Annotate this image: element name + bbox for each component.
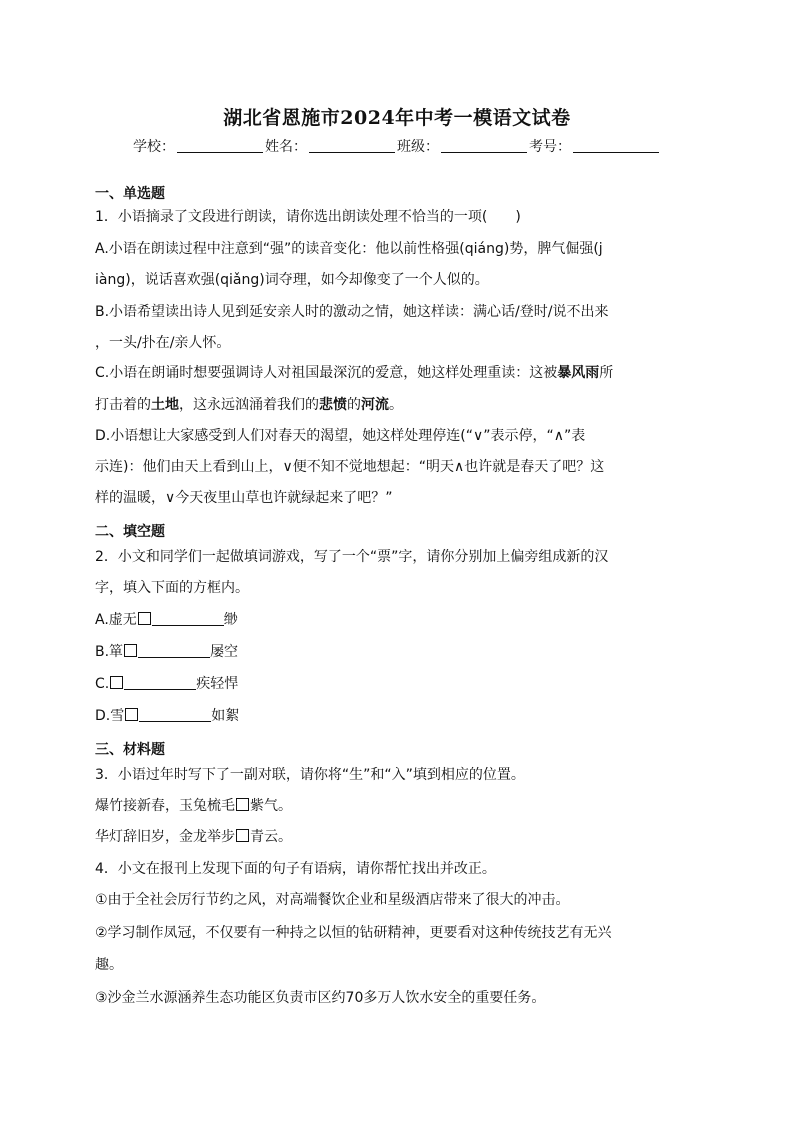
q2-b-box[interactable] xyxy=(124,644,137,657)
q2-a-box[interactable] xyxy=(138,612,151,625)
number-label: 考号： xyxy=(529,139,571,155)
q1-option-d-line1: D.小语想让大家感受到人们对春天的渴望，她这样处理停连(“∨”表示停，“∧”表 xyxy=(95,428,586,444)
page-title: 湖北省恩施市2024年中考一模语文试卷 xyxy=(223,107,571,129)
q1-c-stress-1: 暴风雨 xyxy=(557,365,600,381)
q2-a-suffix: 缈 xyxy=(223,612,238,628)
q2-a-blank[interactable] xyxy=(152,611,224,626)
q1-c2-text-a: 打击着的 xyxy=(95,397,151,413)
q1-option-d-line2: 示连)：他们由天上看到山上，∨便不知不觉地想起：“明天∧也许就是春天了吧？这 xyxy=(95,459,605,475)
q2-c-blank[interactable] xyxy=(124,675,196,690)
q1-c-stress-4: 河流 xyxy=(361,397,389,413)
section-heading-material: 三、材料题 xyxy=(95,742,165,758)
q1-c-text: C.小语在朗诵时想要强调诗人对祖国最深沉的爱意，她这样处理重读：这被 xyxy=(95,365,558,381)
q3-l1-prefix: 爆竹接新春，玉兔梳毛 xyxy=(95,798,235,814)
q2-d-box[interactable] xyxy=(125,708,138,721)
q2-option-b xyxy=(95,641,238,661)
q1-c-text-end: 所 xyxy=(599,365,614,381)
student-info-line xyxy=(0,136,794,156)
q2-d-blank[interactable] xyxy=(139,707,211,722)
q2-b-blank[interactable] xyxy=(138,643,210,658)
question-1-stem: 1．小语摘录了文段进行朗读，请你选出朗读处理不恰当的一项( ) xyxy=(95,209,521,225)
number-blank[interactable] xyxy=(573,138,659,153)
q3-couplet-line2 xyxy=(95,826,292,846)
q4-sentence-3: ③沙金兰水源涵养生态功能区负责市区约70多万人饮水安全的重要任务。 xyxy=(95,990,546,1006)
q4-sentence-1: ①由于全社会厉行节约之风，对高端餐饮企业和星级酒店带来了很大的冲击。 xyxy=(95,892,570,908)
name-blank[interactable] xyxy=(309,138,395,153)
q3-l2-box[interactable] xyxy=(236,829,249,842)
q3-l1-suffix: 紫气。 xyxy=(250,798,292,814)
section-heading-single-choice: 一、单选题 xyxy=(95,186,165,202)
school-blank[interactable] xyxy=(177,138,263,153)
q1-c-stress-2: 土地 xyxy=(151,397,179,413)
class-blank[interactable] xyxy=(441,138,527,153)
q2-c-suffix: 疾轻悍 xyxy=(196,676,239,692)
q2-option-a xyxy=(95,609,238,629)
question-3-stem: 3．小语过年时写下了一副对联，请你将“生”和“入”填到相应的位置。 xyxy=(95,767,525,783)
name-label: 姓名： xyxy=(265,139,307,155)
q1-option-c-line1 xyxy=(95,362,613,382)
q1-option-b-line2: ，一头/扑在/亲人怀。 xyxy=(95,335,231,351)
q3-l2-suffix: 青云。 xyxy=(250,829,292,845)
q4-sentence-2-line2: 趣。 xyxy=(95,957,123,973)
q1-c2-text-c: ，这永远汹涌着我们的 xyxy=(179,397,319,413)
q2-c-box[interactable] xyxy=(110,676,123,689)
q1-c-stress-3: 悲愤 xyxy=(319,397,347,413)
q2-option-c xyxy=(95,673,238,693)
q2-c-prefix: C. xyxy=(95,676,110,692)
q3-l2-prefix: 华灯辞旧岁，金龙举步 xyxy=(95,829,235,845)
q2-b-suffix: 屡空 xyxy=(210,644,239,660)
q2-option-d xyxy=(95,705,239,725)
class-label: 班级： xyxy=(397,139,439,155)
question-2-stem-line1: 2．小文和同学们一起做填词游戏，写了一个“票”字，请你分别加上偏旁组成新的汉 xyxy=(95,549,609,565)
question-4-stem: 4．小文在报刊上发现下面的句子有语病，请你帮忙找出并改正。 xyxy=(95,861,496,877)
q2-a-prefix: A.虚无 xyxy=(95,612,137,628)
q3-couplet-line1 xyxy=(95,795,292,815)
section-heading-fill-blank: 二、填空题 xyxy=(95,524,165,540)
question-2-stem-line2: 字，填入下面的方框内。 xyxy=(95,580,249,596)
q1-option-b-line1: B.小语希望读出诗人见到延安亲人时的激动之情，她这样读：满心话/登时/说不出来 xyxy=(95,304,609,320)
q3-l1-box[interactable] xyxy=(236,798,249,811)
school-label: 学校： xyxy=(133,139,175,155)
q2-b-prefix: B.箪 xyxy=(95,644,124,660)
q1-c2-text-d: 的 xyxy=(347,397,361,413)
q4-sentence-2-line1: ②学习制作凤冠，不仅要有一种持之以恒的钻研精神，更要看对这种传统技艺有无兴 xyxy=(95,925,612,941)
q1-option-c-line2 xyxy=(95,394,403,414)
q1-option-a-line1: A.小语在朗读过程中注意到“强”的读音变化：他以前性格强(qiáng)势，脾气倔强(j xyxy=(95,241,603,257)
q1-c2-text-e: 。 xyxy=(389,397,403,413)
q1-option-a-line2: iàng)，说话喜欢强(qiǎng)词夺理，如今却像变了一个人似的。 xyxy=(95,272,489,288)
q2-d-prefix: D.雪 xyxy=(95,708,125,724)
q2-d-suffix: 如絮 xyxy=(211,708,240,724)
q1-option-d-line3: 样的温暖，∨今天夜里山草也许就绿起来了吧？” xyxy=(95,490,393,506)
